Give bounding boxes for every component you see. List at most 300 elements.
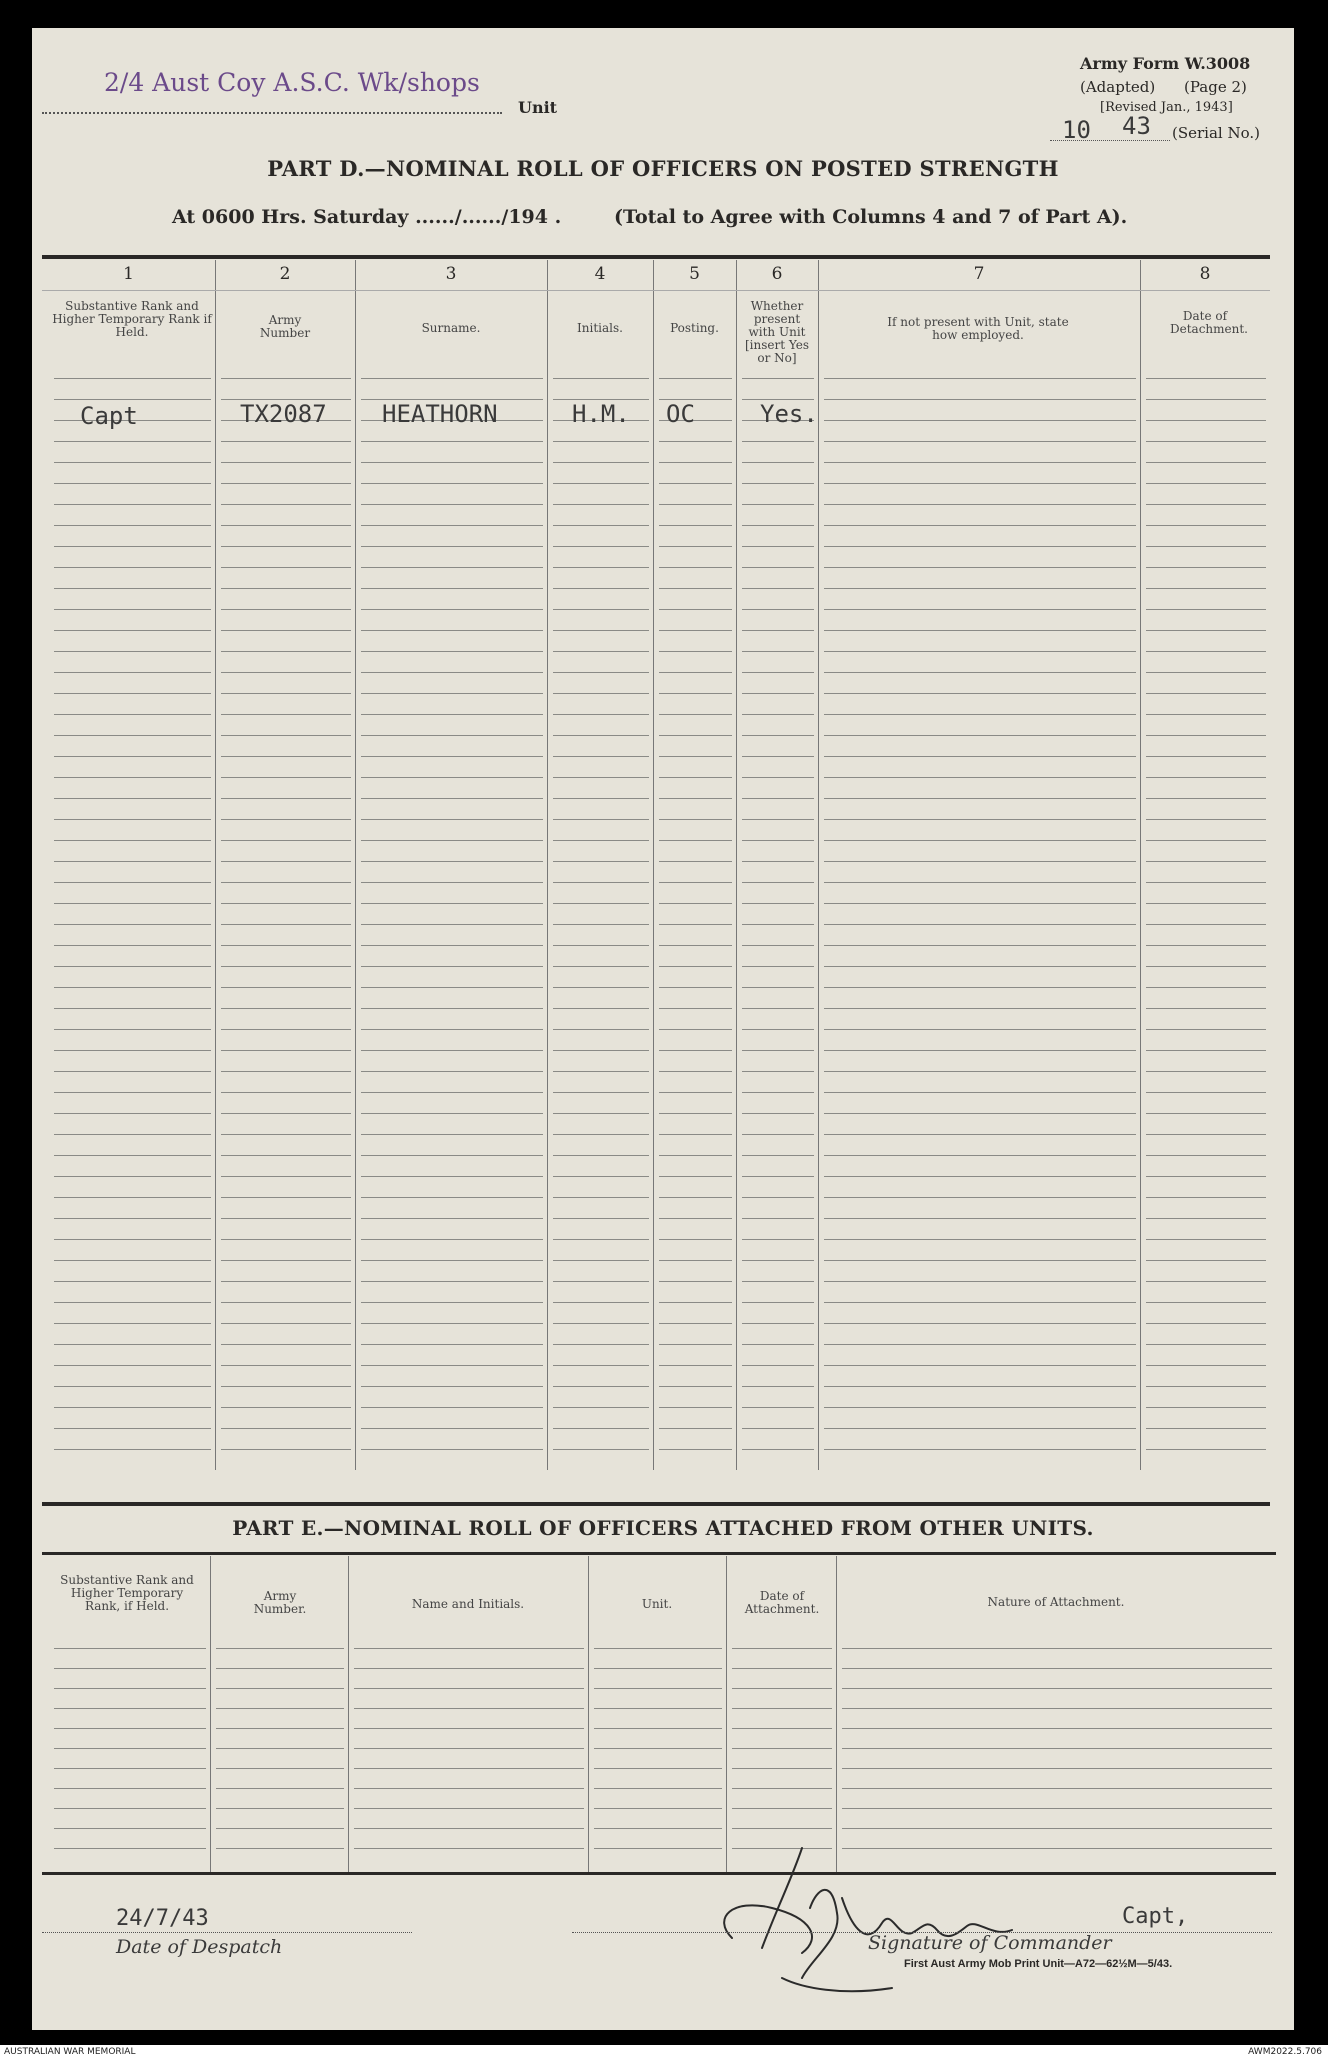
unit-stamp: 2/4 Aust Coy A.S.C. Wk/shops bbox=[104, 68, 480, 97]
row-rule bbox=[594, 1708, 722, 1709]
row-rule bbox=[742, 1239, 814, 1240]
row-rule bbox=[1146, 1071, 1266, 1072]
row-rule bbox=[54, 672, 211, 673]
row-rule bbox=[659, 1134, 732, 1135]
row-rule bbox=[361, 1281, 543, 1282]
row-rule bbox=[842, 1828, 1272, 1829]
row-rule bbox=[659, 504, 732, 505]
row-rule bbox=[54, 1197, 211, 1198]
row-rule bbox=[553, 1050, 649, 1051]
row-rule bbox=[659, 735, 732, 736]
row-rule bbox=[742, 1428, 814, 1429]
part-e-top-rule bbox=[42, 1502, 1270, 1506]
row-rule bbox=[1146, 1176, 1266, 1177]
row-rule bbox=[361, 378, 543, 379]
row-rule bbox=[54, 1260, 211, 1261]
col-divider bbox=[818, 260, 819, 1470]
row-rule bbox=[361, 546, 543, 547]
part-d-time: At 0600 Hrs. Saturday ....../....../194 . bbox=[172, 206, 562, 228]
row-rule bbox=[216, 1788, 344, 1789]
form-adapted: (Adapted) bbox=[1080, 78, 1156, 96]
row-rule bbox=[742, 651, 814, 652]
row-rule bbox=[742, 924, 814, 925]
row-rule bbox=[824, 798, 1136, 799]
row-rule bbox=[221, 504, 351, 505]
row-rule bbox=[216, 1768, 344, 1769]
row-rule bbox=[54, 1748, 206, 1749]
row-rule bbox=[54, 693, 211, 694]
row-rule bbox=[742, 1407, 814, 1408]
row-rule bbox=[742, 504, 814, 505]
row-rule bbox=[659, 1344, 732, 1345]
row-rule bbox=[824, 735, 1136, 736]
row-rule bbox=[361, 1407, 543, 1408]
row-rule bbox=[553, 714, 649, 715]
row-rule bbox=[659, 945, 732, 946]
row-rule bbox=[553, 1071, 649, 1072]
part-e-title: PART E.—NOMINAL ROLL OF OFFICERS ATTACHED FROM OTHER UNITS. bbox=[232, 1516, 1094, 1540]
row-rule bbox=[594, 1768, 722, 1769]
print-unit-note: First Aust Army Mob Print Unit—A72—62½M—5/43. bbox=[904, 1958, 1173, 1970]
row-rule bbox=[54, 882, 211, 883]
row-rule bbox=[553, 966, 649, 967]
row-rule bbox=[824, 1449, 1136, 1450]
row-rule bbox=[1146, 1092, 1266, 1093]
row-rule bbox=[1146, 525, 1266, 526]
row-rule bbox=[842, 1808, 1272, 1809]
row-rule bbox=[553, 378, 649, 379]
row-rule bbox=[54, 1302, 211, 1303]
row-rule bbox=[732, 1688, 832, 1689]
row-rule bbox=[824, 1197, 1136, 1198]
row-rule bbox=[221, 924, 351, 925]
col-8-heading: Date of Detachment. bbox=[1170, 309, 1248, 336]
row-rule bbox=[824, 903, 1136, 904]
row-rule bbox=[659, 462, 732, 463]
row-rule bbox=[742, 735, 814, 736]
row-rule bbox=[221, 1134, 351, 1135]
row-rule bbox=[361, 1449, 543, 1450]
row-rule bbox=[659, 1386, 732, 1387]
row-rule bbox=[553, 798, 649, 799]
row-rule bbox=[54, 840, 211, 841]
col-6-heading: Whether present with Unit [insert Yes or No] bbox=[744, 299, 810, 365]
row-rule bbox=[594, 1748, 722, 1749]
row-rule bbox=[742, 525, 814, 526]
row-rule bbox=[742, 1365, 814, 1366]
row-rule bbox=[553, 882, 649, 883]
row-rule bbox=[1146, 378, 1266, 379]
row-rule bbox=[354, 1708, 584, 1709]
row-rule bbox=[824, 483, 1136, 484]
row-rule bbox=[361, 966, 543, 967]
row-rule bbox=[54, 1092, 211, 1093]
row-rule bbox=[742, 1344, 814, 1345]
row-rule bbox=[742, 987, 814, 988]
row-rule bbox=[594, 1648, 722, 1649]
row-rule bbox=[1146, 567, 1266, 568]
row-rule bbox=[1146, 882, 1266, 883]
row-rule bbox=[742, 882, 814, 883]
row-rule bbox=[1146, 504, 1266, 505]
row-rule bbox=[659, 861, 732, 862]
row-rule bbox=[354, 1808, 584, 1809]
row-rule bbox=[553, 1029, 649, 1030]
archive-name: AUSTRALIAN WAR MEMORIAL bbox=[4, 2047, 136, 2057]
row-rule bbox=[361, 1197, 543, 1198]
row-rule bbox=[594, 1688, 722, 1689]
row-rule bbox=[824, 819, 1136, 820]
row-rule bbox=[361, 1176, 543, 1177]
col-7-number: 7 bbox=[973, 264, 985, 284]
row-rule bbox=[553, 735, 649, 736]
row-rule bbox=[553, 483, 649, 484]
row-rule bbox=[221, 798, 351, 799]
row-rule bbox=[54, 735, 211, 736]
row-rule bbox=[54, 1281, 211, 1282]
row-rule bbox=[54, 1788, 206, 1789]
signature-label: Signature of Commander bbox=[868, 1932, 1112, 1954]
row-rule bbox=[824, 420, 1136, 421]
row-1-initials: H.M. bbox=[572, 400, 630, 428]
row-rule bbox=[842, 1748, 1272, 1749]
row-rule bbox=[361, 483, 543, 484]
row-rule bbox=[659, 1071, 732, 1072]
row-rule bbox=[824, 1344, 1136, 1345]
row-rule bbox=[553, 987, 649, 988]
row-rule bbox=[742, 1449, 814, 1450]
row-rule bbox=[742, 693, 814, 694]
row-rule bbox=[659, 525, 732, 526]
row-rule bbox=[824, 987, 1136, 988]
row-rule bbox=[659, 777, 732, 778]
row-rule bbox=[824, 1281, 1136, 1282]
row-rule bbox=[824, 1050, 1136, 1051]
row-rule bbox=[659, 1449, 732, 1450]
row-rule bbox=[54, 1386, 211, 1387]
row-rule bbox=[54, 1449, 211, 1450]
row-rule bbox=[553, 1092, 649, 1093]
col-divider bbox=[726, 1556, 727, 1872]
row-rule bbox=[824, 441, 1136, 442]
row-rule bbox=[354, 1748, 584, 1749]
row-rule bbox=[742, 777, 814, 778]
row-rule bbox=[824, 924, 1136, 925]
row-rule bbox=[54, 567, 211, 568]
row-rule bbox=[659, 1260, 732, 1261]
row-rule bbox=[221, 567, 351, 568]
row-rule bbox=[659, 1218, 732, 1219]
row-rule bbox=[742, 630, 814, 631]
row-rule bbox=[553, 1218, 649, 1219]
col-1-number: 1 bbox=[123, 264, 134, 284]
row-rule bbox=[1146, 903, 1266, 904]
row-rule bbox=[1146, 1155, 1266, 1156]
row-rule bbox=[824, 966, 1136, 967]
row-rule bbox=[824, 840, 1136, 841]
row-rule bbox=[594, 1788, 722, 1789]
row-rule bbox=[1146, 1050, 1266, 1051]
row-rule bbox=[824, 1407, 1136, 1408]
row-rule bbox=[54, 966, 211, 967]
row-rule bbox=[1146, 735, 1266, 736]
row-rule bbox=[221, 651, 351, 652]
row-rule bbox=[659, 924, 732, 925]
row-rule bbox=[659, 1323, 732, 1324]
row-rule bbox=[1146, 1386, 1266, 1387]
row-rule bbox=[1146, 441, 1266, 442]
row-rule bbox=[732, 1708, 832, 1709]
row-rule bbox=[659, 651, 732, 652]
col-4-heading: Initials. bbox=[577, 321, 623, 335]
row-rule bbox=[553, 672, 649, 673]
row-rule bbox=[659, 819, 732, 820]
row-rule bbox=[742, 819, 814, 820]
row-rule bbox=[824, 714, 1136, 715]
part-e-col-unit: Unit. bbox=[641, 1597, 673, 1611]
row-rule bbox=[221, 672, 351, 673]
row-rule bbox=[659, 378, 732, 379]
part-e-header-rule bbox=[42, 1552, 1276, 1555]
row-rule bbox=[742, 1197, 814, 1198]
row-rule bbox=[824, 945, 1136, 946]
row-rule bbox=[824, 1218, 1136, 1219]
row-rule bbox=[54, 1407, 211, 1408]
row-rule bbox=[732, 1728, 832, 1729]
row-rule bbox=[54, 1708, 206, 1709]
row-rule bbox=[742, 609, 814, 610]
row-rule bbox=[553, 1113, 649, 1114]
row-rule bbox=[216, 1708, 344, 1709]
row-rule bbox=[1146, 609, 1266, 610]
row-rule bbox=[216, 1828, 344, 1829]
part-e-col-nature: Nature of Attachment. bbox=[987, 1595, 1125, 1609]
archive-strip bbox=[0, 2045, 1328, 2061]
row-rule bbox=[221, 777, 351, 778]
row-rule bbox=[553, 1155, 649, 1156]
row-rule bbox=[742, 1260, 814, 1261]
row-rule bbox=[361, 840, 543, 841]
row-rule bbox=[361, 441, 543, 442]
row-rule bbox=[553, 567, 649, 568]
row-rule bbox=[742, 1050, 814, 1051]
row-rule bbox=[824, 1176, 1136, 1177]
row-rule bbox=[659, 1281, 732, 1282]
row-rule bbox=[659, 588, 732, 589]
row-rule bbox=[54, 378, 211, 379]
serial-number-day: 10 bbox=[1062, 116, 1091, 144]
row-rule bbox=[742, 1323, 814, 1324]
row-rule bbox=[659, 630, 732, 631]
row-rule bbox=[54, 714, 211, 715]
col-divider bbox=[547, 260, 548, 1470]
row-rule bbox=[54, 777, 211, 778]
row-rule bbox=[54, 1050, 211, 1051]
row-rule bbox=[824, 861, 1136, 862]
row-rule bbox=[1146, 756, 1266, 757]
row-rule bbox=[361, 945, 543, 946]
row-rule bbox=[54, 1344, 211, 1345]
row-rule bbox=[1146, 861, 1266, 862]
row-rule bbox=[842, 1788, 1272, 1789]
row-rule bbox=[221, 630, 351, 631]
row-rule bbox=[553, 546, 649, 547]
row-rule bbox=[54, 1176, 211, 1177]
row-rule bbox=[354, 1788, 584, 1789]
row-rule bbox=[54, 1428, 211, 1429]
unit-dotted-line bbox=[42, 112, 502, 114]
row-rule bbox=[742, 756, 814, 757]
row-rule bbox=[659, 1197, 732, 1198]
row-rule bbox=[824, 1323, 1136, 1324]
row-rule bbox=[54, 1155, 211, 1156]
row-rule bbox=[824, 588, 1136, 589]
row-rule bbox=[54, 651, 211, 652]
row-rule bbox=[221, 882, 351, 883]
despatch-dotted-line bbox=[42, 1932, 412, 1933]
row-rule bbox=[221, 1176, 351, 1177]
commander-signature bbox=[692, 1838, 1072, 1998]
row-rule bbox=[742, 966, 814, 967]
row-rule bbox=[221, 1386, 351, 1387]
row-rule bbox=[659, 567, 732, 568]
commander-rank: Capt, bbox=[1122, 1904, 1189, 1929]
row-rule bbox=[221, 1407, 351, 1408]
row-rule bbox=[824, 504, 1136, 505]
row-rule bbox=[221, 546, 351, 547]
row-rule bbox=[742, 1113, 814, 1114]
row-rule bbox=[54, 630, 211, 631]
serial-label: (Serial No.) bbox=[1172, 124, 1260, 142]
row-rule bbox=[824, 1134, 1136, 1135]
row-rule bbox=[354, 1668, 584, 1669]
row-rule bbox=[216, 1808, 344, 1809]
row-rule bbox=[361, 735, 543, 736]
row-1-army-number: TX2087 bbox=[240, 400, 327, 428]
row-rule bbox=[1146, 1134, 1266, 1135]
row-rule bbox=[659, 441, 732, 442]
row-rule bbox=[659, 1029, 732, 1030]
row-rule bbox=[361, 1029, 543, 1030]
row-rule bbox=[361, 819, 543, 820]
row-rule bbox=[824, 630, 1136, 631]
row-rule bbox=[361, 756, 543, 757]
row-rule bbox=[742, 798, 814, 799]
row-rule bbox=[354, 1688, 584, 1689]
row-rule bbox=[361, 1008, 543, 1009]
row-rule bbox=[54, 798, 211, 799]
row-rule bbox=[54, 819, 211, 820]
row-rule bbox=[553, 903, 649, 904]
row-rule bbox=[742, 378, 814, 379]
row-rule bbox=[361, 1386, 543, 1387]
row-rule bbox=[824, 1428, 1136, 1429]
row-rule bbox=[742, 1008, 814, 1009]
row-rule bbox=[361, 861, 543, 862]
row-rule bbox=[1146, 777, 1266, 778]
row-rule bbox=[216, 1688, 344, 1689]
row-rule bbox=[553, 609, 649, 610]
row-rule bbox=[54, 924, 211, 925]
row-rule bbox=[553, 1344, 649, 1345]
col-3-number: 3 bbox=[445, 264, 457, 284]
row-rule bbox=[659, 1407, 732, 1408]
row-rule bbox=[221, 483, 351, 484]
row-rule bbox=[659, 714, 732, 715]
row-rule bbox=[54, 987, 211, 988]
row-rule bbox=[659, 672, 732, 673]
row-rule bbox=[1146, 1218, 1266, 1219]
row-rule bbox=[54, 945, 211, 946]
row-rule bbox=[659, 609, 732, 610]
row-rule bbox=[553, 945, 649, 946]
row-rule bbox=[1146, 483, 1266, 484]
row-rule bbox=[221, 861, 351, 862]
serial-dotted-line bbox=[1050, 140, 1170, 141]
row-rule bbox=[221, 1029, 351, 1030]
row-rule bbox=[659, 798, 732, 799]
col-5-heading: Posting. bbox=[670, 321, 719, 335]
row-rule bbox=[742, 672, 814, 673]
row-rule bbox=[54, 1134, 211, 1135]
row-rule bbox=[742, 1134, 814, 1135]
col-8-number: 8 bbox=[1199, 264, 1211, 284]
row-rule bbox=[221, 1344, 351, 1345]
row-rule bbox=[1146, 987, 1266, 988]
row-rule bbox=[54, 756, 211, 757]
row-rule bbox=[216, 1748, 344, 1749]
col-divider bbox=[210, 1556, 211, 1872]
row-rule bbox=[842, 1728, 1272, 1729]
row-rule bbox=[553, 1197, 649, 1198]
row-rule bbox=[842, 1688, 1272, 1689]
row-rule bbox=[824, 1029, 1136, 1030]
row-rule bbox=[553, 588, 649, 589]
row-rule bbox=[553, 1239, 649, 1240]
row-rule bbox=[1146, 1197, 1266, 1198]
row-rule bbox=[824, 1386, 1136, 1387]
row-rule bbox=[361, 630, 543, 631]
row-rule bbox=[553, 630, 649, 631]
row-rule bbox=[824, 462, 1136, 463]
part-e-col-army-number: Army Number. bbox=[253, 1589, 307, 1616]
row-rule bbox=[361, 1260, 543, 1261]
row-rule bbox=[742, 546, 814, 547]
row-rule bbox=[553, 1323, 649, 1324]
row-rule bbox=[54, 1029, 211, 1030]
row-rule bbox=[54, 1113, 211, 1114]
row-1-rank: Capt bbox=[80, 402, 138, 430]
row-rule bbox=[221, 1071, 351, 1072]
row-rule bbox=[742, 1386, 814, 1387]
row-rule bbox=[659, 1050, 732, 1051]
col-3-heading: Surname. bbox=[421, 321, 481, 335]
row-rule bbox=[1146, 1260, 1266, 1261]
row-rule bbox=[361, 714, 543, 715]
row-rule bbox=[361, 1050, 543, 1051]
row-rule bbox=[824, 567, 1136, 568]
row-rule bbox=[221, 987, 351, 988]
row-rule bbox=[54, 462, 211, 463]
row-rule bbox=[54, 1688, 206, 1689]
row-rule bbox=[659, 840, 732, 841]
row-rule bbox=[54, 1323, 211, 1324]
row-rule bbox=[742, 861, 814, 862]
row-rule bbox=[824, 1113, 1136, 1114]
row-rule bbox=[1146, 1008, 1266, 1009]
row-rule bbox=[54, 903, 211, 904]
form-page bbox=[32, 28, 1294, 2030]
